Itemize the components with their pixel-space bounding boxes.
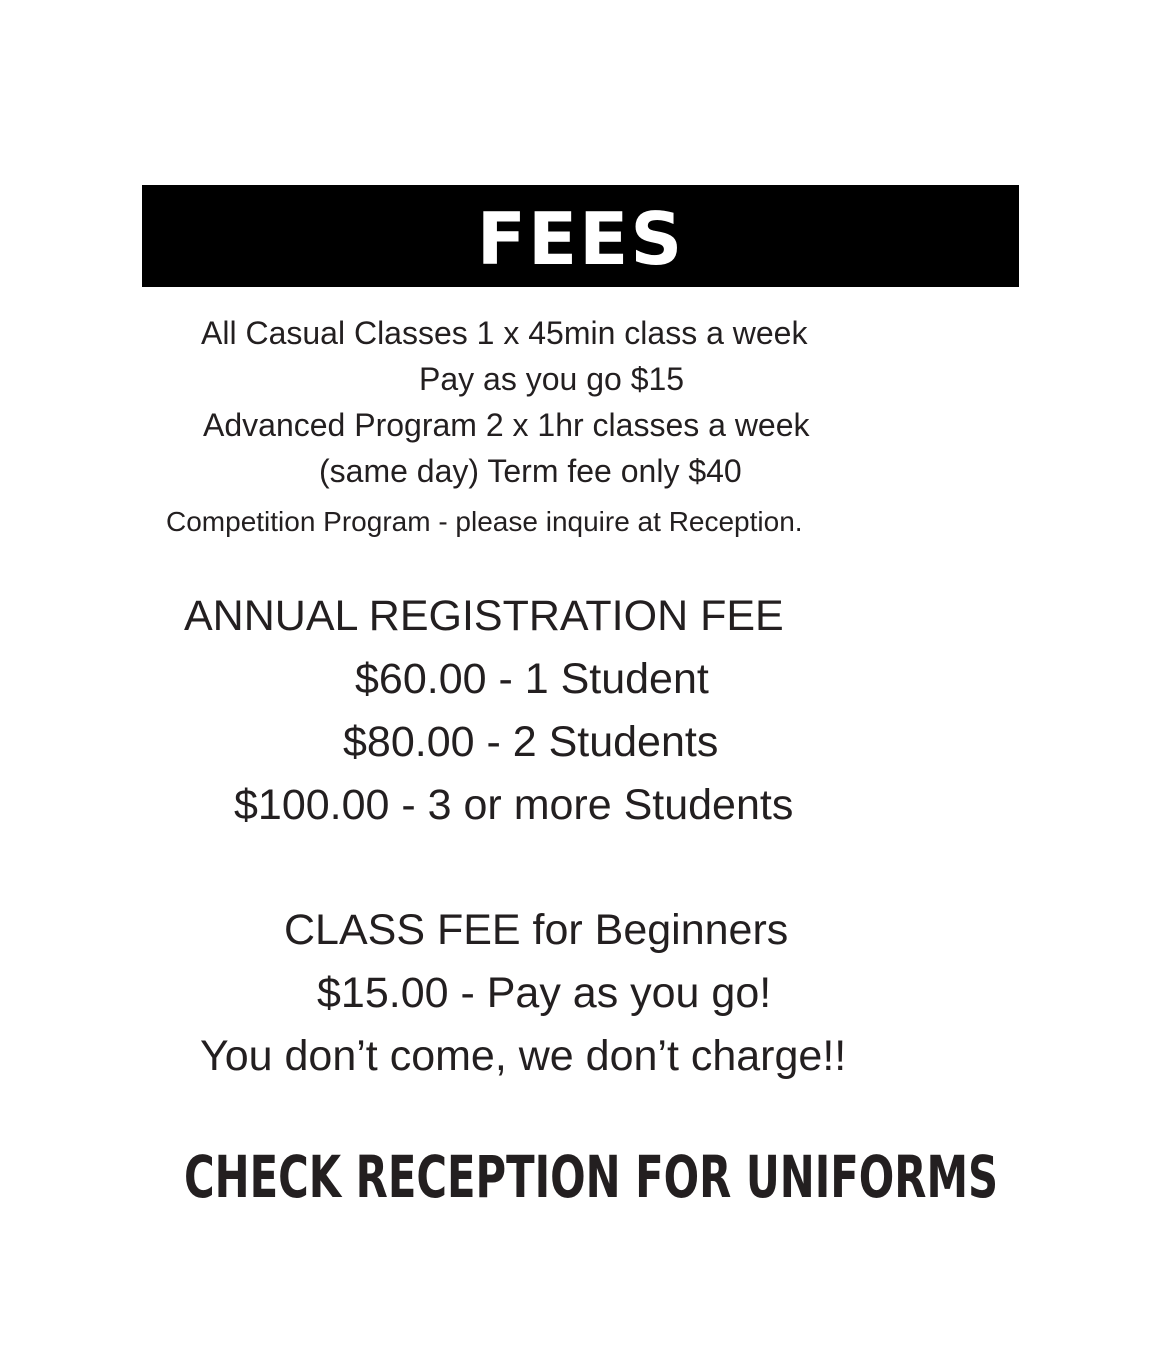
casual-classes-price: Pay as you go $15 [419,361,685,397]
class-fee-heading: CLASS FEE for Beginners [284,906,789,954]
registration-tier-2: $80.00 - 2 Students [343,718,719,766]
registration-heading: ANNUAL REGISTRATION FEE [184,592,784,640]
registration-tier-1: $60.00 - 1 Student [355,655,709,703]
uniforms-notice: CHECK RECEPTION FOR UNIFORMS [184,1143,999,1211]
page-title: FEES [476,197,685,281]
advanced-program-line: Advanced Program 2 x 1hr classes a week [203,407,810,443]
casual-classes-line: All Casual Classes 1 x 45min class a week [201,315,808,351]
class-fee-note: You don’t come, we don’t charge!! [200,1032,847,1080]
advanced-program-price: (same day) Term fee only $40 [319,453,742,489]
class-fee-price: $15.00 - Pay as you go! [317,969,772,1017]
competition-program-line: Competition Program - please inquire at Reception. [166,506,803,537]
fees-banner [142,185,1019,287]
registration-tier-3: $100.00 - 3 or more Students [234,781,794,829]
